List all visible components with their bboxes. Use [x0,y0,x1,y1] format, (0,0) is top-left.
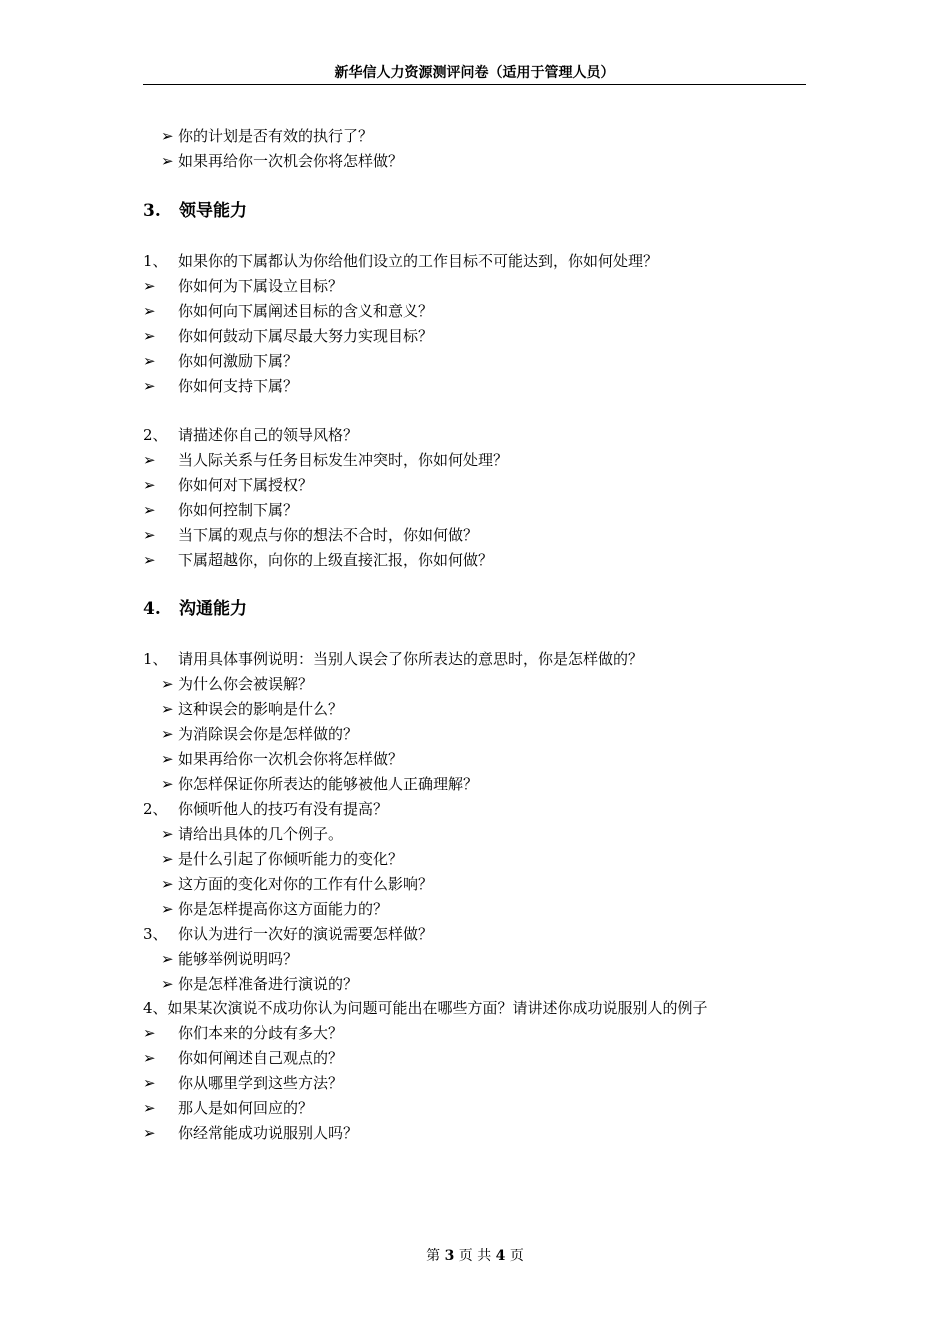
bullet-arrow-icon: ➢ [143,352,156,370]
page-header-title: 新华信人力资源测评问卷（适用于管理人员） [334,65,615,81]
question-text: 请描述你自己的领导风格？ [178,426,359,444]
question-text: 如果你的下属都认为你给他们设立的工作目标不可能达到，你如何处理？ [178,252,659,270]
bullet-arrow-icon: ➢ [143,377,156,395]
bullet-arrow-icon: ➢ [161,675,174,693]
question-number: 1、 [143,650,168,668]
bullet-arrow-icon: ➢ [161,750,174,768]
current-page-number: 3 [444,1248,455,1264]
bullet-arrow-icon: ➢ [143,327,156,345]
question-number: 1、 [143,252,168,270]
bullet-arrow-icon: ➢ [143,451,156,469]
bullet-arrow-icon: ➢ [143,277,156,295]
bullet-arrow-icon: ➢ [161,700,174,718]
question-number: 3、 [143,925,168,943]
section-title: 领导能力 [179,201,247,221]
header-rule [143,84,806,85]
document-page: 新华信人力资源测评问卷（适用于管理人员） ➢ 你的计划是否有效的执行了？ ➢ 如果再给你一次机会你将怎样做？ 3. 领导能力 1、 如果你的下属都认为你给他们设立的工作目标不可能达到，你如何处理？ ➢ 你如何为下属设立目标？ ➢ 你如何向下属阐述目标的含义和意义？ ➢ 你如何鼓动下属尽最大努力实现目标？ ➢ 你如何激励下属？ ➢ 你如何支持下属？ 2、 请描述你自己的领导风格？ ➢ 当人际关系与任务目标发生冲突时，你如何处理？ ➢ 你如何对下属授权？ ➢ 你如何控制下属？ ➢ 当下属的观点与你的想法不合时，你如何做？ ➢ 下属超越你，向你的上级直接汇报，你如何做？ 4. 沟通能力 1、 请用具体事例说明：当别人误会了你所表达的意思时，你是怎样做的？ ➢ 为什么你会被误解？ ➢ 这种误会的影响是什么？ ➢ 为消除误会你是怎样做的？ ➢ 如果再给你一次机会你将怎样做？ ➢ 你怎样保证你所表达的能够被他人正确理解？ 2、 你倾听他人的技巧有没有提高？ ➢ 请给出具体的几个例子。 ➢ 是什么引起了你倾听能力的变化？ ➢ 这方面的变化对你的工作有什么影响？ ➢ 你是怎样提高你这方面能力的？ 3、 你认为进行一次好的演说需要怎样做？ ➢ 能够举例说明吗？ ➢ 你是怎样准备进行演说的？ 4、如果某次演说不成功你认为问题可能出在哪些方面？请讲述你成功说服别人的例子 ➢ 你们本来的分歧有多大？ ➢ 你如何阐述自己观点的？ ➢ 你从哪里学到这些方法？ ➢ 那人是如何回应的？ ➢ 你经常能成功说服别人吗？ 第 3 页 共 4 页 [0,0,950,1344]
question-text: 请用具体事例说明：当别人误会了你所表达的意思时，你是怎样做的？ [178,650,644,668]
question-text: 你倾听他人的技巧有没有提高？ [178,800,389,818]
bullet-arrow-icon: ➢ [161,152,174,170]
bullet-arrow-icon: ➢ [143,551,156,569]
bullet-arrow-icon: ➢ [143,1049,156,1067]
bullet-arrow-icon: ➢ [161,875,174,893]
bullet-arrow-icon: ➢ [143,1099,156,1117]
bullet-arrow-icon: ➢ [143,1124,156,1142]
bullet-arrow-icon: ➢ [143,302,156,320]
bullet-arrow-icon: ➢ [161,775,174,793]
total-page-count: 4 [495,1248,506,1264]
bullet-arrow-icon: ➢ [143,476,156,494]
section-title: 沟通能力 [179,599,247,619]
bullet-arrow-icon: ➢ [143,1024,156,1042]
bullet-arrow-icon: ➢ [143,501,156,519]
bullet-arrow-icon: ➢ [161,975,174,993]
bullet-arrow-icon: ➢ [161,825,174,843]
question-text: 4、如果某次演说不成功你认为问题可能出在哪些方面？请讲述你成功说服别人的例子 [143,999,708,1017]
bullet-arrow-icon: ➢ [161,950,174,968]
bullet-arrow-icon: ➢ [143,1074,156,1092]
question-number: 2、 [143,426,168,444]
bullet-arrow-icon: ➢ [161,127,174,145]
bullet-arrow-icon: ➢ [161,725,174,743]
page-footer: 第 3 页 共 4 页 [426,1248,524,1264]
question-number: 2、 [143,800,168,818]
section-number: 4. [143,599,161,619]
section-number: 3. [143,201,161,221]
bullet-arrow-icon: ➢ [161,900,174,918]
bullet-arrow-icon: ➢ [161,850,174,868]
question-text: 你认为进行一次好的演说需要怎样做？ [178,925,434,943]
bullet-arrow-icon: ➢ [143,526,156,544]
